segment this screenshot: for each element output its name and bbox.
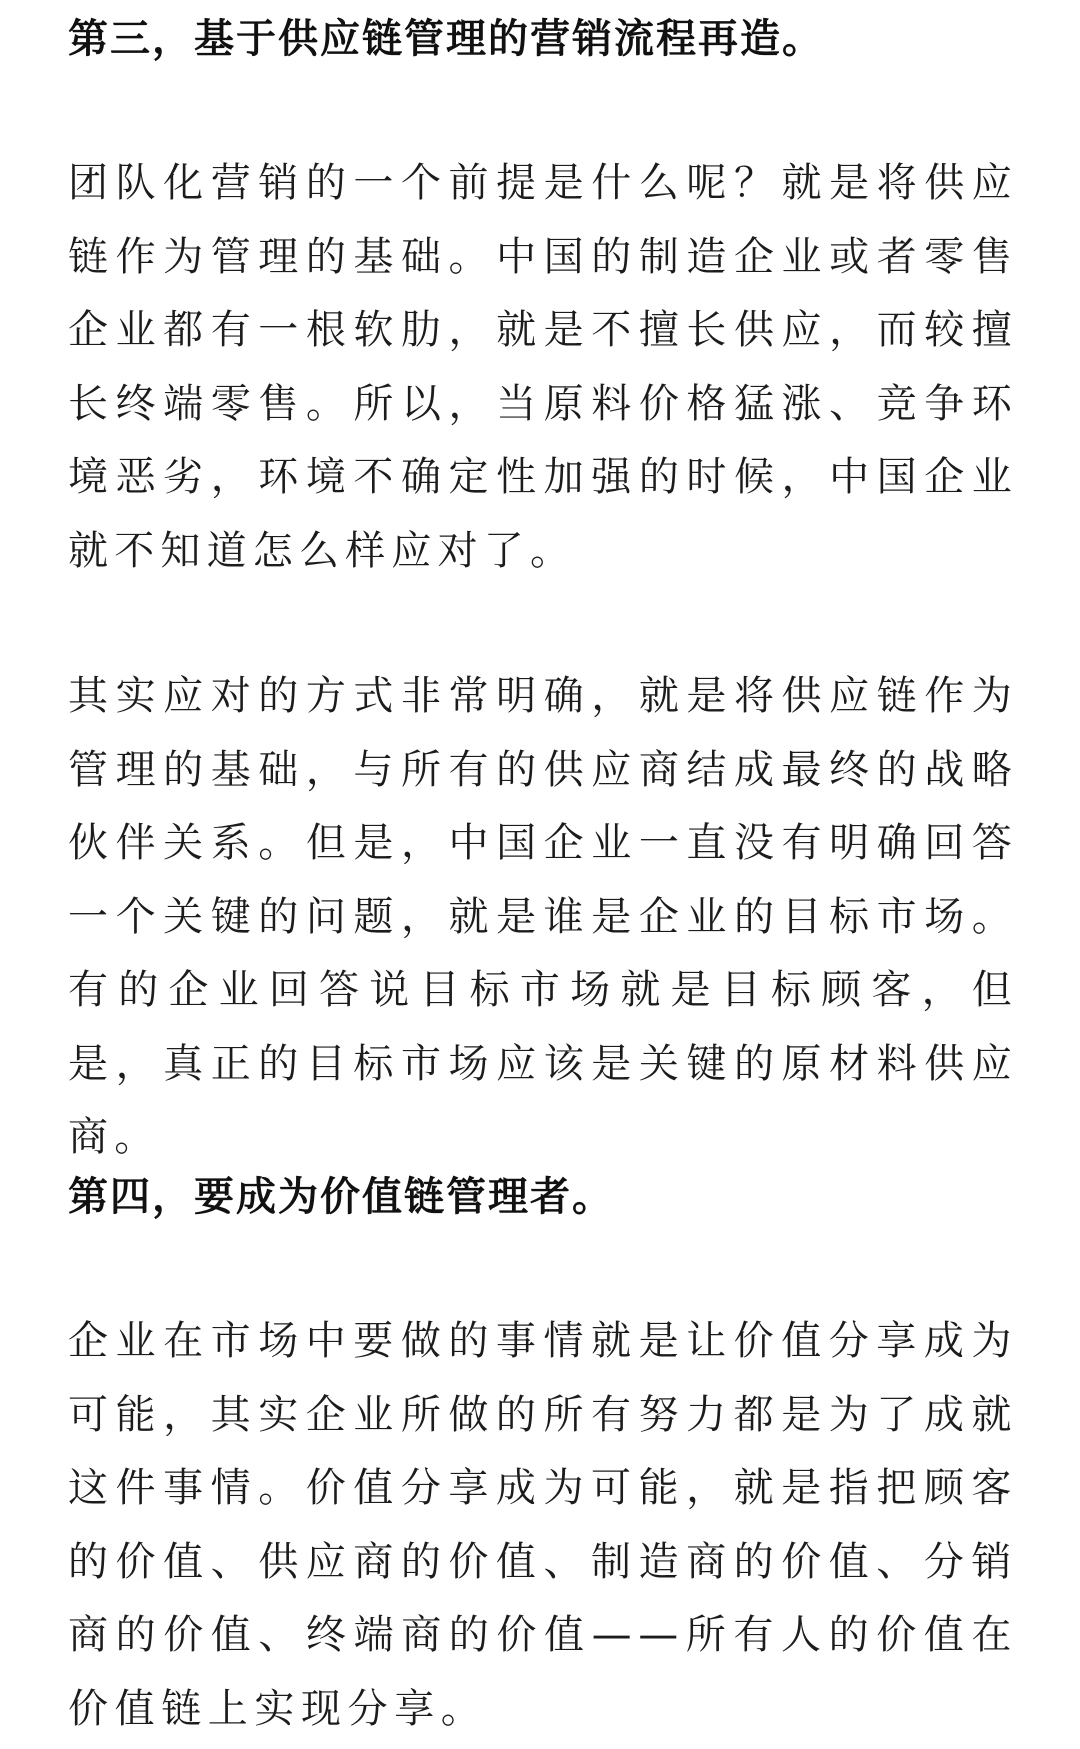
paragraph-team-marketing: 团队化营销的一个前提是什么呢？就是将供应链作为管理的基础。中国的制造企业或者零售企业都有一根软肋，就是不擅长供应，而较擅长终端零售。所以，当原料价格猛涨、竞争环境恶劣，环境不确定性加强的时候，中国企业就不知道怎么样应对了。 (68, 160, 1018, 574)
paragraph-value-chain: 企业在市场中要做的事情就是让价值分享成为可能，其实企业所做的所有努力都是为了成就这件事情。价值分享成为可能，就是指把顾客的价值、供应商的价值、制造商的价值、分销商的价值、终端商的价值——所有人的价值在价值链上实现分享。 (68, 1318, 1018, 1732)
paragraph-supply-chain-response: 其实应对的方式非常明确，就是将供应链作为管理的基础，与所有的供应商结成最终的战略伙伴关系。但是，中国企业一直没有明确回答一个关键的问题，就是谁是企业的目标市场。有的企业回答说目标市场就是目标顾客，但是，真正的目标市场应该是关键的原材料供应商。 (68, 673, 1018, 1160)
section-heading-4: 第四，要成为价值链管理者。 (68, 1174, 614, 1220)
section-heading-3: 第三，基于供应链管理的营销流程再造。 (68, 16, 824, 62)
